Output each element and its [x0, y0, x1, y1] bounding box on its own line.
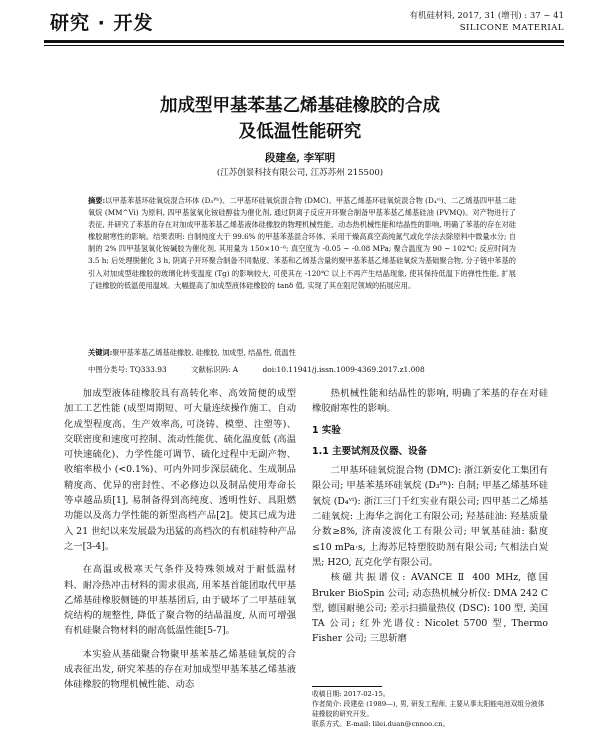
abstract-text: 以甲基苯基环硅氧烷混合环体 (D₃ᴾʰ)、二甲基环硅氧烷混合物 (DMC)、甲基乙烯基环硅氧烷混合物 (D₄ᵛⁱ)、二乙烯基四甲基二硅氧烷 (MM^Vi) 为原料, 四甲基氢氧化铵硅醇盐为催化剂, 通过阴离子反应开环聚合制备甲基苯基乙烯基硅油 (PVMQ)。对产物进行了表征, 并研究了苯基的存在对加成甲基苯基乙烯基液体硅橡胶的物理机械性能、动态热机械性能和结晶性的影响, 明确了苯基的存在对硅橡胶耐寒性的影响。结果表明: 自制纯度大于 99.6% 的甲基苯基混合环体、采用干燥高真空高纯氮气或化学法去除原料中微量水分; 自制的 2% 四甲基氢氧化铵碱胶为催化剂, 其用量为 150×10⁻⁶; 真空度为 -0.05 ~ -0.08 MPa; 聚合温度为 90 ~ 102℃; 反应时间为 3.5 h; 后处理脱催化 3 h, 阴离子开环聚合制备不同黏度、苯基和乙烯基含量的聚甲基苯基乙烯基硅氧烷为基础聚合物, 分子链中苯基的引入对加成型硅橡胶的玻璃化转变温度 (Tg) 的影响较大, 可使其在 -120℃ 以上不再产生结晶现象, 使其保持低温下的弹性性能, 扩展了硅橡胶的低温使用温域。大幅提高了加成型液体硅橡胶的 tanδ 值, 实现了其在阻尼领域的拓展应用。 — [88, 196, 517, 290]
doi: doi:10.11941/j.issn.1009-4369.2017.z1.008 — [262, 365, 425, 374]
section-label: 研究 · 开发 — [50, 12, 154, 34]
footnote-author: 作者简介: 段建垒 (1989—), 男, 研发工程师, 主要从事太阳能电池双组分液体硅橡胶的研究开发。 — [312, 700, 545, 718]
abstract — [88, 195, 516, 292]
footnote-contact: 联系方式。E-mail: lilei.duan@cnnoo.cn。 — [312, 720, 450, 728]
page-header — [44, 6, 564, 38]
keywords — [88, 348, 516, 358]
affiliation: (江苏创景科技有限公司, 江苏苏州 215500) — [216, 168, 384, 178]
paper-title-line-2: 及低温性能研究 — [238, 122, 362, 142]
journal-english-name: SILICONE MATERIAL — [459, 23, 564, 33]
section-heading: 1 实验 — [312, 424, 341, 436]
header-rule-thin — [44, 45, 564, 46]
keywords-label: 关键词: — [88, 348, 113, 357]
authors: 段建垒, 李军明 — [264, 152, 336, 164]
paragraph: 核磁共振谱仪: AVANCE Ⅱ 400 MHz, 德国 Bruker BioSpin 公司; 动态热机械分析仪: DMA 242 C 型, 德国耐驰公司; 差示扫描量热仪 (DSC): 100 型, 美国 TA 公司; 红外光谱仪: Nicolet 5700 型, Thermo Fisher 公司; 三思斩磨 — [312, 572, 548, 645]
journal-info: 有机硅材料, 2017, 31 (增刊) : 37 ~ 41 — [409, 11, 564, 21]
paragraph: 在高温或极寒天气条件及特殊领域对于耐低温材料、耐冷热冲击材料的需求很高, 用苯基首能团取代甲基乙烯基硅橡胶侧链的甲基基团后, 由于破坏了二甲基硅氧烷结构的规整性, 降低了聚合物的结晶温度, 从而可增强有机硅聚合物材料的耐高低温性能[5-7]。 — [64, 564, 296, 637]
abstract-label: 摘要: — [88, 196, 106, 205]
paper-title-line-1: 加成型甲基苯基乙烯基硅橡胶的合成 — [160, 96, 440, 116]
body-column-right — [312, 386, 548, 647]
paragraph: 加成型液体硅橡胶具有高转化率、高效简便的成型加工工艺性能 (成型周期短、可大量连续操作施工、自动化成型程度高、生产效率高, 可浇铸、模塑、注塑等)、交联密度和速度可控制、流动性能优、硫化温度低 (高温可快速硫化)、力学性能可调节、硫化过程中无副产物、收缩率极小 (<0.1%)、可内外同步深层硫化、生成制品精度高、优异的密封性、不必修边以及制品使用寿命长等卓越品质[1], 易制备得到高纯度、透明性好、具阻燃功能以及高力学性能的新型高档产品[2]。使其已成为进入 21 世纪以来发展最为迅猛的高档次的有机硅特种产品之一[3-4]。 — [64, 388, 296, 552]
footnote-rule — [312, 686, 382, 687]
clc-number: 中图分类号: TQ333.93 — [88, 365, 167, 374]
paragraph: 热机械性能和结晶性的影响, 明确了苯基的存在对硅橡胶耐寒性的影响。 — [312, 388, 548, 415]
article-meta — [88, 364, 528, 375]
keywords-text: 聚甲基苯基乙烯基硅橡胶, 硅橡胶, 加成型, 结晶性, 低温性 — [112, 348, 296, 357]
body-column-left — [64, 386, 296, 693]
footnote-received: 收稿日期: 2017-02-15。 — [312, 690, 390, 698]
paragraph: 本实验从基础聚合物聚甲基苯基乙烯基硅氧烷的合成表征出发, 研究苯基的存在对加成型甲基苯基乙烯基液体硅橡胶的物理机械性能、动态 — [64, 648, 296, 691]
paragraph: 二甲基环硅氧烷混合物 (DMC): 浙江新安化工集团有限公司; 甲基苯基环硅氧烷 (D₃ᴾʰ): 自制; 甲基乙烯基环硅氧烷 (D₄ᵛⁱ): 浙江三门千红实业有限公司; 四甲基二乙烯基二硅氧烷: 上海华之润化工有限公司; 羟基硅油: 羟基质量分数≥8%, 济南凌波化工有限公司; 甲氧基硅油: 黏度≤10 mPa·s, 上海苏尼特塑胶助剂有限公司; 气相法白炭黑; H2O, 瓦克化学有限公司。 — [312, 465, 548, 568]
footnotes — [312, 689, 548, 729]
header-rule-thick — [44, 40, 564, 43]
document-code: 文献标识码: A — [191, 365, 239, 374]
subsection-heading: 1.1 主要试剂及仪器、设备 — [312, 445, 428, 457]
